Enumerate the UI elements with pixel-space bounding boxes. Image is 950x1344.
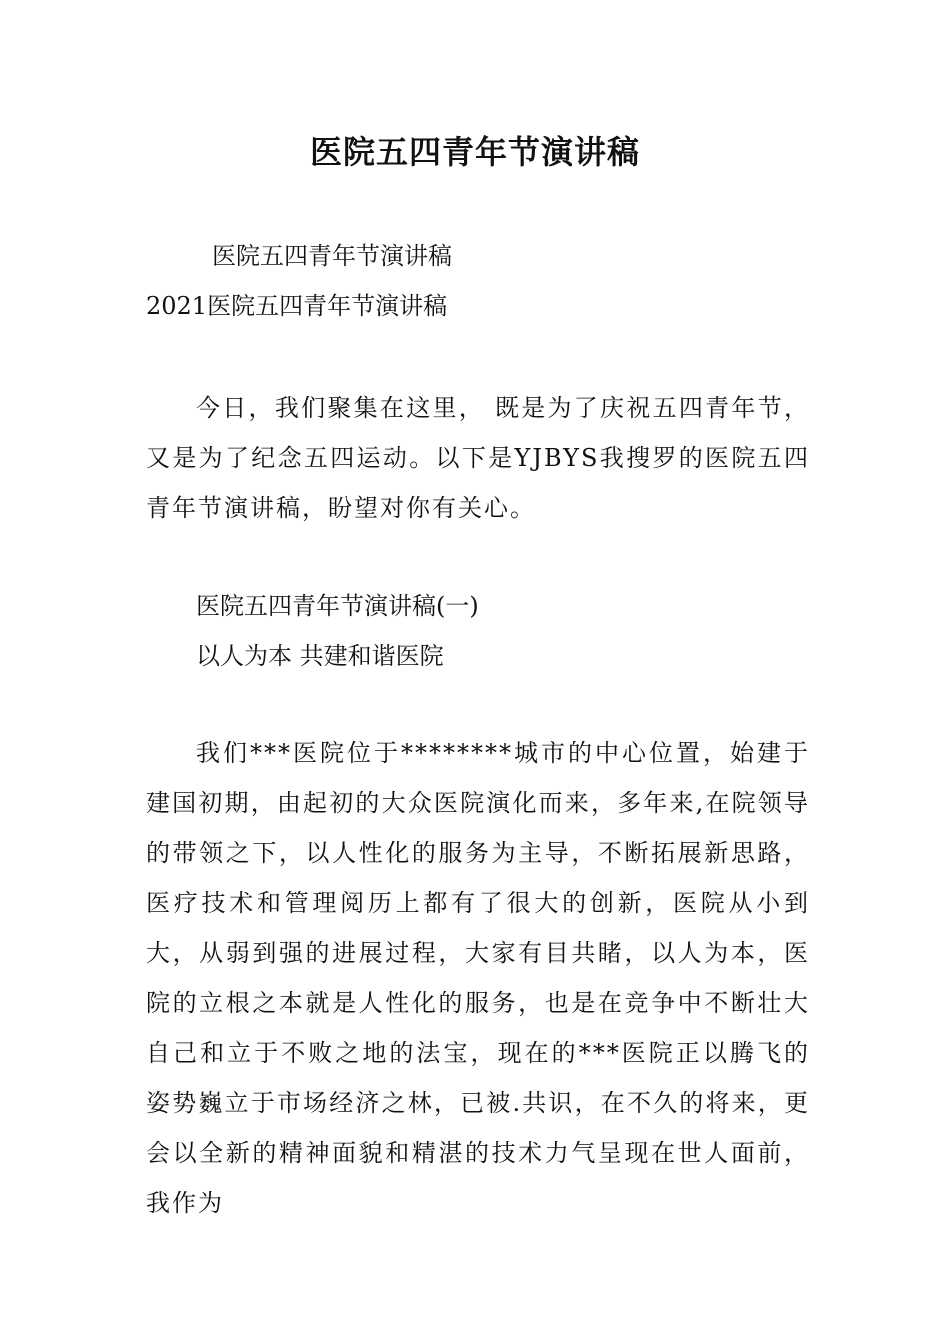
body-paragraph: 我们***医院位于********城市的中心位置，始建于建国初期，由起初的大众医院演化而来，多年来,在院领导的带领之下，以人性化的服务为主导，不断拓展新思路，医疗技术和管理阅历上都有了很大的创新，医院从小到大，从弱到强的进展过程，大家有目共睹，以人为本，医院的立根之本就是人性化的服务，也是在竞争中不断壮大自己和立于不败之地的法宝，现在的***医院正以腾飞的姿势巍立于市场经济之林，已被.共识，在不久的将来，更会以全新的精神面貌和精湛的技术力气呈现在世人面前，我作为 <box>146 739 810 1217</box>
document-title: 医院五四青年节演讲稿 <box>309 133 640 171</box>
subtitle-year-line: 2021医院五四青年节演讲稿 <box>146 292 448 320</box>
section-subheading: 以人为本 共建和谐医院 <box>196 642 444 670</box>
subtitle-line: 医院五四青年节演讲稿 <box>212 242 452 270</box>
section-heading: 医院五四青年节演讲稿(一) <box>196 592 479 620</box>
intro-paragraph: 今日，我们聚集在这里， 既是为了庆祝五四青年节，又是为了纪念五四运动。以下是YJBYS我搜罗的医院五四青年节演讲稿，盼望对你有关心。 <box>146 394 810 522</box>
